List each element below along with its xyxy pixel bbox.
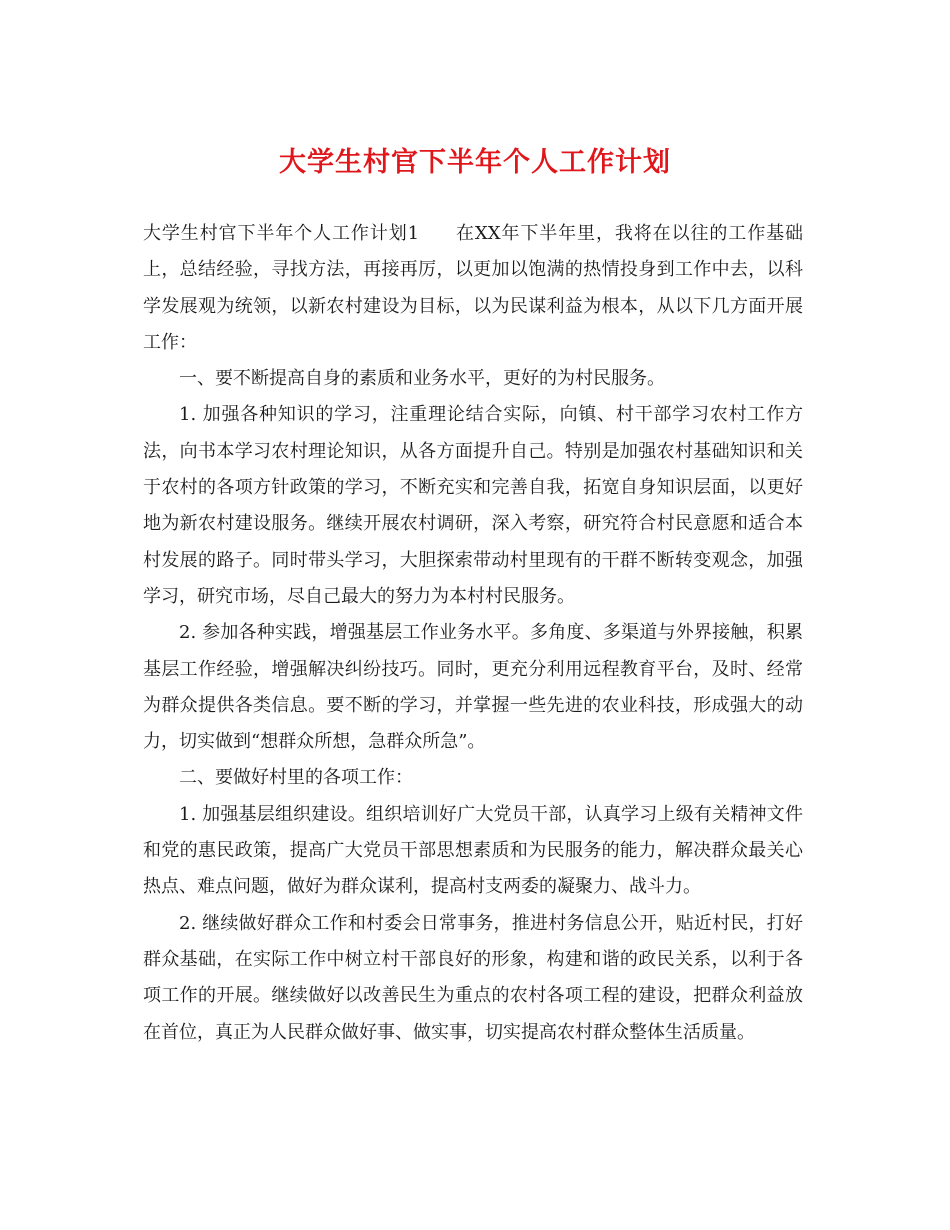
section-heading-1: 一、要不断提高自身的素质和业务水平，更好的为村民服务。 [179, 368, 665, 390]
paragraph-1-2: 2. 参加各种实践，增强基层工作业务水平。多角度、多渠道与外界接触，积累基层工作经验，增强解决纠纷技巧。同时，更充分利用远程教育平台，及时、经常为群众提供各类信息。要不断的学习，并掌握一些先进的农业科技，形成强大的动力，切实做到“想群众所想，急群众所急”。 [143, 622, 803, 753]
paragraph-text: 在XX年下半年里，我将在以往的工作基础上，总结经验，寻找方法，再接再厉，以更加以饱满的热情投身到工作中去，以科学发展观为统领，以新农村建设为目标，以为民谋利益为根本，从以下几方面开展工作： [143, 223, 803, 353]
section-heading-2: 二、要做好村里的各项工作： [179, 767, 413, 789]
document-title: 大学生村官下半年个人工作计划 [279, 147, 671, 178]
document-body [143, 216, 803, 1051]
paragraph-2-1: 1. 加强基层组织建设。组织培训好广大党员干部，认真学习上级有关精神文件和党的惠民政策，提高广大党员干部思想素质和为民服务的能力，解决群众最关心热点、难点问题，做好为群众谋利，提高村支两委的凝聚力、战斗力。 [143, 803, 803, 898]
paragraph-1-1: 1. 加强各种知识的学习，注重理论结合实际，向镇、村干部学习农村工作方法，向书本学习农村理论知识，从各方面提升自己。特别是加强农村基础知识和关于农村的各项方针政策的学习，不断充实和完善自我，拓宽自身知识层面，以更好地为新农村建设服务。继续开展农村调研，深入考察，研究符合村民意愿和适合本村发展的路子。同时带头学习，大胆探索带动村里现有的干群不断转变观念，加强学习，研究市场，尽自己最大的努力为本村村民服务。 [143, 404, 803, 607]
paragraph-lead: 大学生村官下半年个人工作计划1 [143, 223, 420, 244]
paragraph-2-2: 2. 继续做好群众工作和村委会日常事务，推进村务信息公开，贴近村民，打好群众基础，在实际工作中树立村干部良好的形象，构建和谐的政民关系，以利于各项工作的开展。继续做好以改善民生为重点的农村各项工程的建设，把群众利益放在首位，真正为人民群众做好事、做实事，切实提高农村群众整体生活质量。 [143, 912, 803, 1043]
paragraph-intro [143, 216, 803, 361]
